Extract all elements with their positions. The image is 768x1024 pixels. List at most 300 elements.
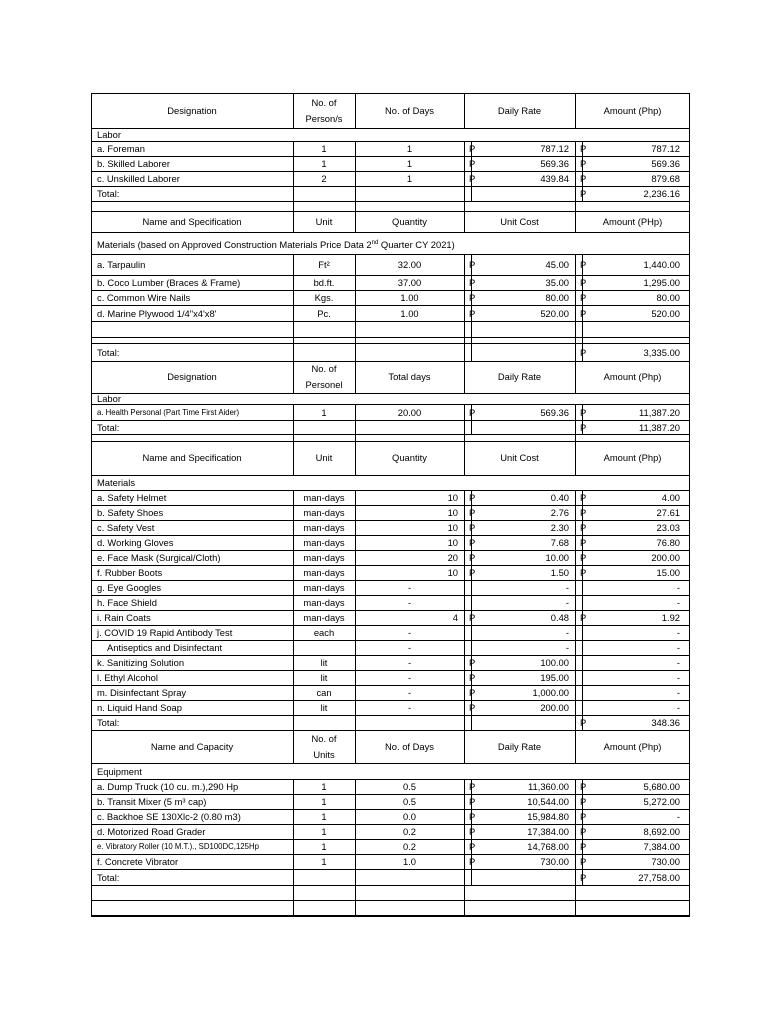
col-header-amount: Amount (Php) [603,104,662,116]
item-count: man-days [303,597,345,608]
currency-mark: P [580,346,587,358]
item-qty: 0.0 [402,811,417,822]
col-header-count: Unit [315,452,333,463]
column-rule [575,839,576,854]
column-rule [575,434,576,441]
column-rule [293,885,294,900]
item-count: 1 [321,841,327,852]
column-rule [355,885,356,900]
item-qty: - [407,582,412,593]
column-rule [355,434,356,441]
item-count: 1 [321,781,327,792]
item-qty: 10 [447,507,458,518]
currency-mark: P [469,796,476,807]
column-rule [575,655,576,670]
item-qty: - [407,687,412,698]
item-amount: - [676,657,680,668]
total-label: Total: [97,188,120,199]
item-name: b. Transit Mixer (5 m³ cap) [97,796,207,807]
column-rule [464,550,465,565]
currency-mark: P [469,612,476,623]
column-rule [464,565,465,580]
currency-mark: P [580,173,587,184]
item-rate: 80.00 [545,292,569,303]
category-label: Equipment [97,765,142,777]
currency-mark: P [580,406,587,418]
item-count: lit [320,672,328,683]
currency-mark: P [580,552,587,563]
row-rule [91,885,690,886]
column-rule [355,420,356,434]
column-rule [355,343,356,361]
column-rule [464,900,465,916]
row-rule [91,361,690,362]
currency-mark: P [469,826,476,837]
currency-mark: P [580,188,587,199]
total-amount: 11,387.20 [638,421,680,433]
item-count: man-days [303,582,345,593]
col-header-rate: Daily Rate [497,371,542,382]
item-rate: 0.48 [550,612,569,623]
column-rule [575,254,576,275]
item-count: bd.ft. [313,277,335,288]
currency-mark: P [580,781,587,792]
column-rule [575,809,576,824]
item-amount: 569.36 [651,158,680,169]
currency-mark: P [469,292,476,303]
item-amount: 1.92 [661,612,680,623]
currency-mark: P [580,856,587,867]
column-rule [464,321,465,337]
item-name: m. Disinfectant Spray [97,687,187,698]
col-header-name: Designation [167,104,217,116]
item-rate: 2.76 [550,507,569,518]
col-header-name: Designation [167,371,217,382]
col-header-qty: Quantity [392,452,427,463]
column-rule [575,580,576,595]
column-rule [582,321,583,337]
row-rule [91,337,690,338]
item-name: c. Safety Vest [97,522,155,533]
item-name: a. Tarpaulin [97,259,146,270]
item-name: f. Concrete Vibrator [97,856,179,867]
item-rate: 569.36 [540,158,569,169]
currency-mark: P [469,657,476,668]
column-rule [464,610,465,625]
total-label: Total: [97,346,120,358]
currency-mark: P [580,537,587,548]
column-rule [464,141,465,156]
item-name: b. Coco Lumber (Braces & Frame) [97,277,241,288]
col-header-name: Name and Specification [142,452,242,463]
currency-mark: P [469,552,476,563]
item-amount: 4.00 [661,492,680,503]
item-count: 1 [321,826,327,837]
column-rule [464,201,465,211]
column-rule [464,839,465,854]
currency-mark: P [580,717,587,728]
column-rule [575,715,576,730]
item-qty: 37.00 [397,277,422,288]
item-count: 1 [321,856,327,867]
total-label: Total: [97,717,120,728]
item-amount: - [676,582,680,593]
currency-mark: P [580,612,587,623]
column-rule [464,824,465,839]
row-rule [91,321,690,322]
row-rule [91,900,690,901]
item-rate: - [565,582,569,593]
item-name: a. Safety Helmet [97,492,167,503]
item-amount: - [676,627,680,638]
item-qty: - [407,597,412,608]
item-amount: - [676,672,680,683]
column-rule [575,779,576,794]
total-label: Total: [97,421,120,433]
column-rule [464,490,465,505]
item-amount: 15.00 [656,567,680,578]
column-rule [575,404,576,420]
column-rule [293,900,294,916]
currency-mark: P [580,492,587,503]
column-rule [464,670,465,685]
item-amount: 76.80 [656,537,680,548]
currency-mark: P [580,421,587,433]
item-qty: 1 [406,143,413,154]
column-rule [575,321,576,337]
column-rule [575,625,576,640]
currency-mark: P [469,567,476,578]
item-qty: 10 [447,537,458,548]
item-count: Ft² [318,259,330,270]
item-count: man-days [303,507,345,518]
col-header-qty: Quantity [392,215,427,227]
item-name: a. Foreman [97,143,145,154]
column-rule [575,343,576,361]
currency-mark: P [580,871,587,883]
item-rate: 17,384.00 [527,826,569,837]
column-rule [575,685,576,700]
column-rule [355,201,356,211]
column-rule [464,254,465,275]
column-rule [293,434,294,441]
item-amount: 27.61 [656,507,680,518]
item-count: Kgs. [314,292,334,303]
item-count: 1 [321,143,327,154]
item-name: Antiseptics and Disinfectant [107,642,223,653]
item-name: k. Sanitizing Solution [97,657,185,668]
item-qty: 32.00 [397,259,422,270]
col-header-count: No. of Units [311,732,337,760]
item-name: b. Skilled Laborer [97,158,170,169]
column-rule [575,640,576,655]
currency-mark: P [580,522,587,533]
column-rule [575,595,576,610]
item-qty: 10 [447,522,458,533]
item-name: d. Marine Plywood 1/4"x4'x8' [97,307,217,319]
col-header-rate: Daily Rate [497,740,542,752]
item-rate: 10,544.00 [527,796,569,807]
item-count: each [313,627,335,638]
col-header-amount: Amount (PHp) [602,215,663,227]
item-amount: 520.00 [651,307,680,319]
currency-mark: P [469,259,476,270]
item-amount: 730.00 [651,856,680,867]
item-rate: 439.84 [540,173,569,184]
col-header-qty: No. of Days [385,740,434,752]
item-name: f. Rubber Boots [97,567,163,578]
item-count: can [316,687,332,698]
item-rate: - [565,597,569,608]
column-rule [293,343,294,361]
column-rule [471,869,472,885]
column-rule [464,156,465,171]
item-name: d. Working Gloves [97,537,174,548]
item-amount: 80.00 [656,292,680,303]
currency-mark: P [469,537,476,548]
cost-estimate-table [91,93,690,916]
column-rule [464,520,465,535]
item-count: 1 [321,811,327,822]
column-rule [464,854,465,869]
column-rule [575,900,576,916]
currency-mark: P [469,173,476,184]
column-rule [575,186,576,201]
item-rate: 100.00 [540,657,569,668]
item-rate: 787.12 [540,143,569,154]
total-amount: 27,758.00 [638,871,680,883]
item-rate: 730.00 [540,856,569,867]
item-qty: 1.0 [402,856,417,867]
column-rule [575,854,576,869]
item-qty: 4 [452,612,458,623]
item-rate: 14,768.00 [527,841,569,852]
item-name: c. Backhoe SE 130Xlc-2 (0.80 m3) [97,811,241,822]
item-count: man-days [303,612,345,623]
col-header-count: Unit [315,215,333,227]
item-qty: - [407,627,412,638]
item-name: d. Motorized Road Grader [97,826,206,837]
currency-mark: P [469,841,476,852]
column-rule [355,869,356,885]
col-header-rate: Unit Cost [500,215,539,227]
item-qty: 1.00 [400,292,419,303]
column-rule [575,565,576,580]
col-header-rate: Unit Cost [500,452,539,463]
column-rule [464,305,465,321]
column-rule [575,505,576,520]
item-qty: 0.2 [402,841,417,852]
column-rule [355,186,356,201]
column-rule [575,156,576,171]
column-rule [464,275,465,290]
item-count: 2 [321,173,327,184]
currency-mark: P [580,811,587,822]
column-rule [464,779,465,794]
item-count: lit [320,657,328,668]
column-rule [355,715,356,730]
column-rule [355,321,356,337]
column-rule [464,420,465,434]
column-rule [464,809,465,824]
column-rule [471,321,472,337]
item-rate: 1,000.00 [532,687,569,698]
item-qty: 0.5 [402,781,417,792]
item-qty: 0.2 [402,826,417,837]
item-rate: 45.00 [545,259,569,270]
item-amount: 1,440.00 [643,259,680,270]
column-rule [575,670,576,685]
currency-mark: P [469,277,476,288]
item-count: lit [320,702,328,713]
item-count: man-days [303,552,345,563]
column-rule [471,715,472,730]
column-rule [575,535,576,550]
item-name: c. Common Wire Nails [97,292,191,303]
column-rule [575,141,576,156]
col-header-qty: No. of Days [385,104,434,116]
item-amount: 7,384.00 [643,841,680,852]
column-rule [464,171,465,186]
item-rate: 11,360.00 [527,781,569,792]
currency-mark: P [469,811,476,822]
row-rule [91,93,690,94]
item-qty: 10 [447,567,458,578]
item-amount: 1,295.00 [643,277,680,288]
column-rule [471,186,472,201]
item-name: l. Ethyl Alcohol [97,672,158,683]
item-amount: 5,680.00 [643,781,680,792]
item-rate: 195.00 [540,672,569,683]
item-qty: 1 [406,173,413,184]
item-name: a. Dump Truck (10 cu. m.),290 Hp [97,781,239,792]
column-rule [464,685,465,700]
col-header-count: No. of Person/s [305,96,343,124]
item-name: b. Safety Shoes [97,507,164,518]
currency-mark: P [580,259,587,270]
item-count: 1 [321,406,327,418]
item-rate: 0.40 [550,492,569,503]
column-rule [575,824,576,839]
item-count: man-days [303,537,345,548]
currency-mark: P [469,702,476,713]
item-qty: 1 [406,158,413,169]
column-rule [293,186,294,201]
column-rule [575,290,576,305]
column-rule [575,275,576,290]
currency-mark: P [469,522,476,533]
col-header-rate: Daily Rate [497,104,542,116]
item-amount: - [676,597,680,608]
total-label: Total: [97,871,120,883]
column-rule [575,520,576,535]
item-count: 1 [321,796,327,807]
row-rule [91,730,690,731]
item-name: i. Rain Coats [97,612,151,623]
row-rule [91,916,690,917]
column-rule [293,715,294,730]
item-count: man-days [303,522,345,533]
currency-mark: P [580,796,587,807]
item-rate: - [565,642,569,653]
col-header-amount: Amount (Php) [603,452,662,463]
item-amount: - [676,642,680,653]
currency-mark: P [580,307,587,319]
currency-mark: P [469,687,476,698]
col-header-name: Name and Capacity [150,740,234,752]
item-rate: 569.36 [540,406,569,418]
item-name: e. Vibratory Roller (10 M.T.)., SD100DC,125Hp [97,842,259,851]
col-header-amount: Amount (Php) [603,371,662,382]
item-amount: 200.00 [651,552,680,563]
item-amount: - [676,811,680,822]
column-rule [464,595,465,610]
column-rule [464,535,465,550]
column-rule [464,869,465,885]
item-qty: 0.5 [402,796,417,807]
item-amount: - [676,702,680,713]
currency-mark: P [580,158,587,169]
column-rule [471,343,472,361]
currency-mark: P [469,307,476,319]
currency-mark: P [469,781,476,792]
item-count: man-days [303,567,345,578]
currency-mark: P [580,841,587,852]
column-rule [464,434,465,441]
currency-mark: P [580,143,587,154]
category-label: Labor [97,393,121,404]
column-rule [293,201,294,211]
currency-mark: P [580,292,587,303]
item-name: e. Face Mask (Surgical/Cloth) [97,552,221,563]
item-amount: 787.12 [651,143,680,154]
item-name: h. Face Shield [97,597,157,608]
column-rule [575,305,576,321]
column-rule [575,550,576,565]
column-rule [575,885,576,900]
col-header-name: Name and Specification [142,215,242,227]
item-amount: 5,272.00 [643,796,680,807]
col-header-amount: Amount (Php) [603,740,662,752]
item-name: j. COVID 19 Rapid Antibody Test [97,627,233,638]
column-rule [575,171,576,186]
item-qty: - [407,702,412,713]
item-qty: 20 [447,552,458,563]
item-name: a. Health Personal (Part Time First Aider) [97,407,240,417]
item-qty: - [407,657,412,668]
row-rule [91,254,690,255]
item-amount: 8,692.00 [643,826,680,837]
item-qty: 10 [447,492,458,503]
column-rule [464,505,465,520]
column-rule [293,321,294,337]
item-rate: 15,984.80 [527,811,569,822]
category-label: Labor [97,129,121,140]
item-name: g. Eye Googles [97,582,162,593]
column-rule [464,186,465,201]
currency-mark: P [580,567,587,578]
item-qty: 20.00 [397,406,422,418]
column-rule [464,655,465,670]
column-rule [464,404,465,420]
column-rule [464,794,465,809]
column-rule [293,420,294,434]
column-rule [293,640,294,655]
item-name: c. Unskilled Laborer [97,173,180,184]
item-qty: 1.00 [400,307,419,319]
category-label: Materials [97,477,136,488]
column-rule [464,343,465,361]
